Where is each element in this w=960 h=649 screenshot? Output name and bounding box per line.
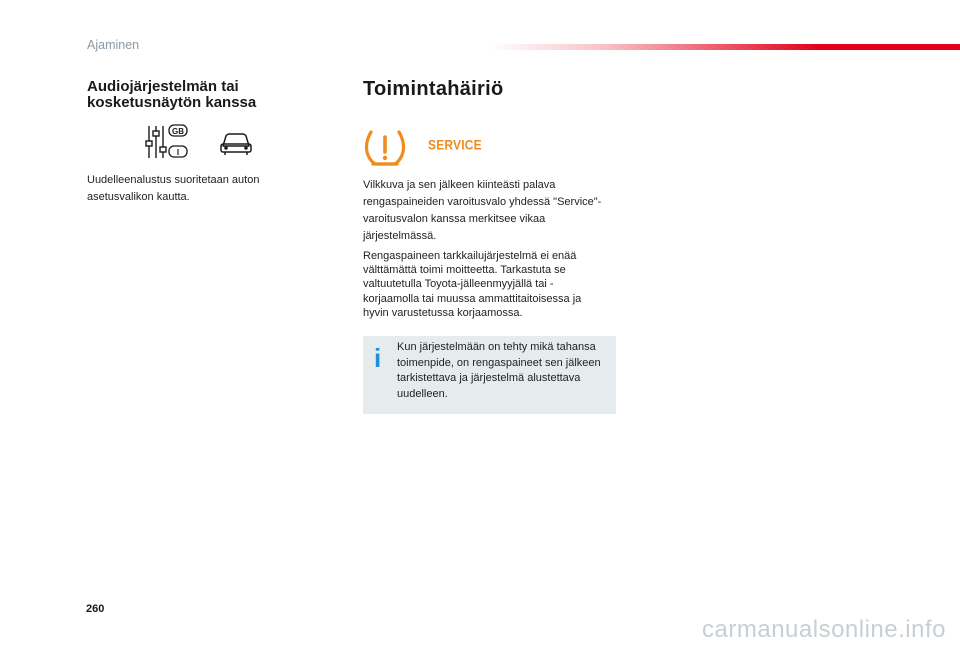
tire-pressure-warning-icon <box>363 128 407 175</box>
section-label: Ajaminen <box>87 38 140 52</box>
settings-language-car-icons <box>145 124 255 160</box>
language-gb-badge-icon <box>169 125 187 157</box>
info-note-text: Kun järjestelmään on tehty mikä tahansa toimenpide, on rengaspaineet sen jälkeen tarkistettava ja järjestelmä alustettava uudelleen. <box>397 341 601 400</box>
watermark: carmanualsonline.info <box>702 616 946 643</box>
right-section-heading: Toimintahäiriö <box>363 78 504 100</box>
header-accent-rule <box>490 44 960 50</box>
service-warning-label: SERVICE <box>428 136 482 154</box>
settings-sliders-icon <box>146 126 166 158</box>
info-note-box <box>363 336 616 414</box>
gb-badge-label: GB <box>172 127 184 136</box>
left-icon-row <box>145 124 255 165</box>
i-badge-label: I <box>176 148 180 157</box>
left-section-heading: Audiojärjestelmän tai kosketusnäytön kanssa <box>87 78 257 111</box>
fault-description-paragraph: Vilkkuva ja sen jälkeen kiinteästi palava rengaspaineiden varoitusvalo yhdessä "Service"-varoitusvalon kanssa merkitsee vikaa järjestelmässä. <box>363 179 602 242</box>
workshop-advice-paragraph: Rengaspaineen tarkkailujärjestelmä ei enää välttämättä toimi moitteetta. Tarkastuta se valtuutetulla Toyota-jälleenmyyjällä tai -korjaamolla tai muussa ammattitaitoisessa ja hyvin varustetussa korjaamossa. <box>363 250 582 319</box>
info-icon: i <box>374 343 382 373</box>
car-icon <box>221 134 251 155</box>
page-number: 260 <box>86 603 105 615</box>
left-paragraph: Uudelleenalustus suoritetaan auton asetusvalikon kautta. <box>87 174 260 203</box>
